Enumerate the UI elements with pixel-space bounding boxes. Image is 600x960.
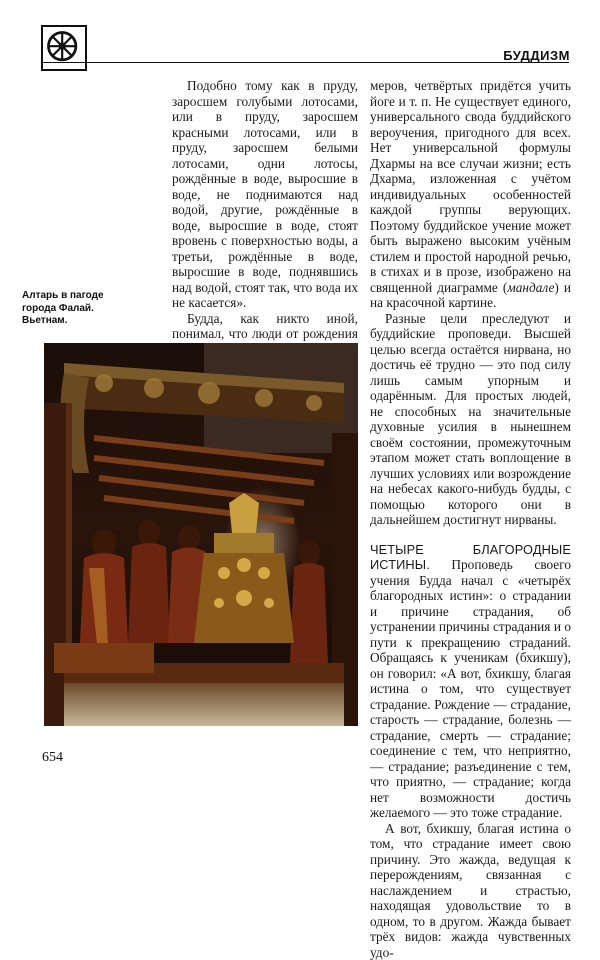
emphasis-term: мандале xyxy=(507,280,554,295)
dharma-wheel-icon xyxy=(41,25,87,71)
text-span: меров, четвёртых придётся учить йоге и т. п. Не существует единого, универсального свода буддийского вероучения, пригодного для всех. Нет универсальной формулы Дхармы на все случаи жизни; есть Дхарма, изложенная с учётом индивидуальных особенностей каждой группы верующих. Поэтому буддийское учение может быть выражено высоким учёным стилем и простой народной речью, в стихах и в прозе, изображено на священной диаграмме ( xyxy=(370,78,571,295)
header-rule xyxy=(41,62,569,63)
caption-line: Вьетнам. xyxy=(22,315,117,328)
paragraph xyxy=(370,542,571,821)
section-heading: ЧЕТЫРЕ БЛАГОРОДНЫЕ ИСТИНЫ. xyxy=(370,542,571,573)
text-span: ) и на красочной картине. xyxy=(370,280,571,311)
caption-line: Алтарь в пагоде xyxy=(22,290,117,303)
paragraph xyxy=(370,78,571,311)
photo-caption xyxy=(22,290,117,328)
paragraph: Подобно тому как в пруду, заросшем голубыми лотосами, или в пруду, заросшем красными лотосами, или в пруду, заросшем белыми лотосами, одни лотосы, рождённые в воде, выросшие в воде, не поднимаются над водой, другие, рождённые в воде, выросшие в воде, стоят вровень с поверхностью воды, а третьи, рождённые в воде, выросшие в воде, поднявшись над водой, стоят так, что вода их не касается». xyxy=(172,78,358,311)
page-number: 654 xyxy=(42,750,63,766)
paragraph: Разные цели преследуют и буддийские проповеди. Высшей целью всегда остаётся нирвана, но достичь её трудно — это под силу лишь самым упорным и одарённым. Для простых людей, не способных на значительные духовные усилия в нынешнем своём состоянии, промежуточным этапом может стать воплощение в лучших условиях или возрождение на небесах какого-нибудь будды, с помощью которого они в дальнейшем достигнут нирваны. xyxy=(370,311,571,528)
paragraph: А вот, бхикшу, благая истина о том, что страдание имеет свою причину. Это жажда, ведущая к перерождениям, связанная с наслаждением и страстью, находящая удовольствие то в одном, то в другом. Жажда бывает трёх видов: жажда чувственных удо- xyxy=(370,821,571,960)
text-span: Проповедь своего учения Будда начал с «четырёх благородных истин»: о страдании и причине страдания, об устранении причины страдания и о пути к прекращению страданий. Обращаясь к ученикам (бхикшу), он говорил: «А вот, бхикшу, благая истина о том, что существует страдание. Рождение — страдание, старость — страдание, болезнь — страдание, смерть — страдание; соединение с тем, что неприятно, — страдание; разъединение с тем, что приятно, — страдание; когда нет возможности достичь желаемого — это тоже страдание. xyxy=(370,557,571,820)
paragraph: Будда, как никто иной, понимал, что люди от рождения xyxy=(172,311,358,451)
text-column-right xyxy=(370,78,571,960)
pagoda-altar-photo xyxy=(44,343,358,726)
running-header: БУДДИЗМ xyxy=(503,48,570,63)
caption-line: города Фалай. xyxy=(22,303,117,316)
